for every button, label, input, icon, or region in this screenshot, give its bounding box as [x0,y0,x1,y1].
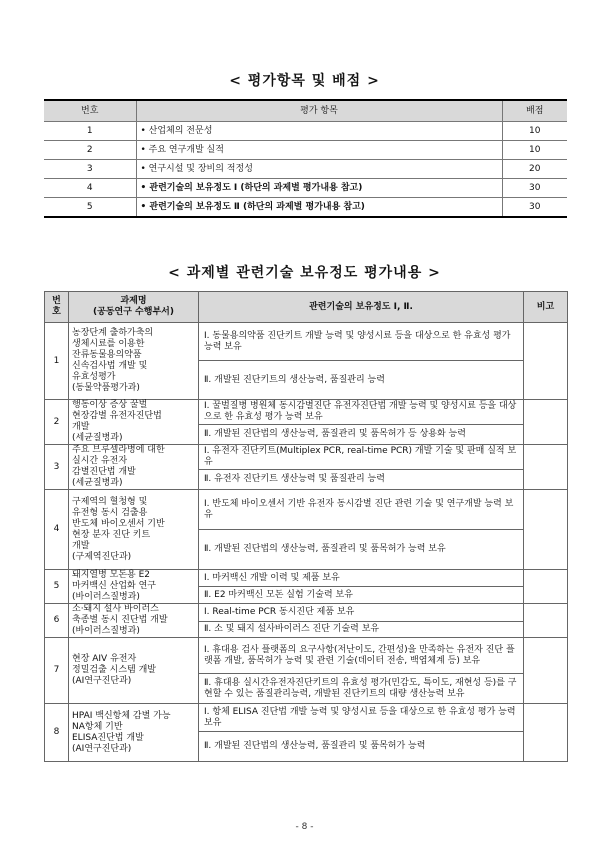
task-name-line: (바이러스질병과) [72,626,140,636]
task-name-line: 개발 [72,422,90,432]
task-name-line: ELISA진단법 개발 [72,732,144,743]
table-row [45,704,568,732]
task-name-line: 감별진단법 개발 [72,467,136,477]
tech-level-1: Ⅰ. 반도체 바이오센서 기반 유전자 동시감별 진단 관련 기술 및 연구개발 능력 보유 [199,490,524,530]
tech-level-2: Ⅱ. 개발된 진단법의 생산능력, 품질관리 및 품목허가 능력 보유 [199,530,524,570]
task-name-line: 주요 브루셀라병에 대한 [72,445,165,455]
task-name-line: 마커백신 산업화 연구 [72,581,156,591]
header-tech-level: 관련기술의 보유정도 Ⅰ, Ⅱ. [199,292,524,323]
row-number: 1 [45,323,69,400]
row-note [524,445,568,490]
row-task-name [69,638,199,704]
task-name-line: 유전형 동시 검출용 [72,507,148,518]
row-number: 4 [45,490,69,570]
task-name-line: 농장단계 출하가축의 [72,328,154,338]
task-name-line: (구제역진단과) [72,551,132,562]
header-number-line1: 번 [52,296,61,306]
table-row [45,445,568,470]
tech-level-2: Ⅱ. 소 및 돼지 설사바이러스 진단 기술력 보유 [199,622,524,638]
row-note [524,400,568,445]
row-number: 8 [45,704,69,762]
task-name-line: 돼지열병 모돈용 E2 [72,570,150,580]
table-row [44,122,567,141]
task-name-line: 행동이상 증상 꿀벌 [72,400,148,410]
row-number: 7 [45,638,69,704]
row-number: 2 [45,400,69,445]
task-name-line: 반도체 바이오센서 기반 [72,518,165,529]
table-row [45,490,568,530]
row-note [524,604,568,638]
task-name-line: (세균질병과) [72,433,123,443]
task-name-line: (세균질병과) [72,478,123,488]
row-score: 10 [502,122,567,141]
table-row [45,323,568,361]
task-name-line: 잔류동물용의약품 [72,350,142,360]
tech-level-2: Ⅱ. 개발된 진단키트의 생산능력, 품질관리 능력 [199,361,524,400]
header-score: 배점 [502,100,567,122]
row-score: 30 [502,179,567,198]
tech-level-2: Ⅱ. E2 마커백신 모돈 실험 기술력 보유 [199,587,524,604]
task-name-line: 생체시료를 이용한 [72,339,145,349]
tech-level-2: Ⅱ. 휴대용 실시간유전자진단키트의 유효성 평가(민감도, 특이도, 재현성 등)를 구현할 수 있는 품질관리능력, 개발된 진단키트의 대량 생산능력 보유 [199,674,524,704]
row-task-name [69,490,199,570]
row-number: 2 [44,141,136,160]
task-name-line: 정밀검출 시스템 개발 [72,665,156,675]
row-number: 3 [44,160,136,179]
row-number: 5 [44,198,136,218]
row-eval-item: • 관련기술의 보유정도 Ⅱ (하단의 과제별 평가내용 참고) [136,198,502,218]
task-name-line: (AI연구진단과) [72,743,132,754]
row-task-name [69,323,199,400]
table-row [45,400,568,425]
table-row [45,570,568,587]
table-row [45,604,568,622]
evaluation-items-table [44,99,567,218]
row-note [524,704,568,762]
table-row [45,638,568,674]
task-name-line: NA항체 기반 [72,721,123,732]
row-task-name [69,570,199,604]
row-note [524,490,568,570]
table-row [44,160,567,179]
tech-level-1: Ⅰ. 꿀벌질병 병원체 동시감별진단 유전자진단법 개발 능력 및 양성시료 등을 대상으로 한 유효성 평가 능력 보유 [199,400,524,425]
evaluation-items-title: < 평가항목 및 배점 > [229,73,380,89]
table-row [44,141,567,160]
row-eval-item: • 주요 연구개발 실적 [136,141,502,160]
task-name-line: 신속검사법 개발 및 [72,361,148,371]
task-name-line: 축종별 동시 진단법 개발 [72,615,168,625]
row-task-name [69,704,199,762]
row-eval-item: • 산업체의 전문성 [136,122,502,141]
table-row [44,198,567,218]
row-score: 10 [502,141,567,160]
task-name-line: 현장감별 유전자진단법 [72,411,162,421]
task-name-line: 현장 분자 진단 키트 [72,529,151,540]
row-task-name [69,445,199,490]
task-name-line: (AI연구진단과) [72,676,132,686]
header-number-line2: 호 [52,307,61,317]
header-task-line2: (공동연구 수행부서) [93,307,174,317]
task-name-line: 현장 AIV 유전자 [72,654,137,664]
table-row [44,179,567,198]
tech-level-1: Ⅰ. 유전자 진단키트(Multiplex PCR, real-time PCR) 개발 기술 및 판매 실적 보유 [199,445,524,470]
task-name-line: 소·돼지 설사 바이러스 [72,604,159,614]
header-number [45,292,69,323]
row-task-name [69,604,199,638]
task-name-line: 개발 [72,540,90,551]
row-number: 3 [45,445,69,490]
tech-level-2: Ⅱ. 개발된 진단법의 생산능력, 품질관리 및 품목허가 능력 [199,732,524,762]
header-number: 번호 [44,100,136,122]
task-name-line: 실시간 유전자 [72,456,128,466]
row-number: 6 [45,604,69,638]
header-task-name [69,292,199,323]
row-note [524,638,568,704]
task-name-line: 유효성평가 [72,372,116,382]
tech-level-1: Ⅰ. Real-time PCR 동시진단 제품 보유 [199,604,524,622]
header-note: 비고 [524,292,568,323]
task-tech-title: < 과제별 관련기술 보유정도 평가내용 > [168,265,441,281]
row-task-name [69,400,199,445]
row-number: 4 [44,179,136,198]
row-eval-item: • 연구시설 및 장비의 적정성 [136,160,502,179]
task-name-line: HPAI 백신항체 감별 가능 [72,710,171,721]
task-name-line: (동물약품평가과) [72,383,140,393]
tech-level-1: Ⅰ. 동물용의약품 진단키트 개발 능력 및 양성시료 등을 대상으로 한 유효성 평가 능력 보유 [199,323,524,361]
task-name-line: 구제역의 혈청형 및 [72,496,148,507]
tech-level-1: Ⅰ. 휴대용 검사 플랫폼의 요구사항(저난이도, 간편성)을 만족하는 유전자 진단 플랫폼 개발, 품목허가 능력 및 관련 기술(데이터 전송, 백엽체계 등) 보유 [199,638,524,674]
page-number: - 8 - [295,822,314,832]
table-header-row [44,100,567,122]
tech-level-2: Ⅱ. 개발된 진단법의 생산능력, 품질관리 및 품목허가 등 상용화 능력 [199,425,524,445]
row-note [524,570,568,604]
tech-level-1: Ⅰ. 마커백신 개발 이력 및 제품 보유 [199,570,524,587]
header-task-line1: 과제명 [120,296,147,306]
row-score: 20 [502,160,567,179]
row-number: 5 [45,570,69,604]
row-eval-item: • 관련기술의 보유정도 Ⅰ (하단의 과제별 평가내용 참고) [136,179,502,198]
row-number: 1 [44,122,136,141]
header-eval-item: 평가 항목 [136,100,502,122]
task-tech-table [44,291,568,762]
row-score: 30 [502,198,567,218]
tech-level-1: Ⅰ. 항체 ELISA 진단법 개발 능력 및 양성시료 등을 대상으로 한 유효성 평가 능력 보유 [199,704,524,732]
tech-level-2: Ⅱ. 유전자 진단키트 생산능력 및 품질관리 능력 [199,470,524,490]
row-note [524,323,568,400]
task-name-line: (바이러스질병과) [72,592,140,602]
table-header-row [45,292,568,323]
